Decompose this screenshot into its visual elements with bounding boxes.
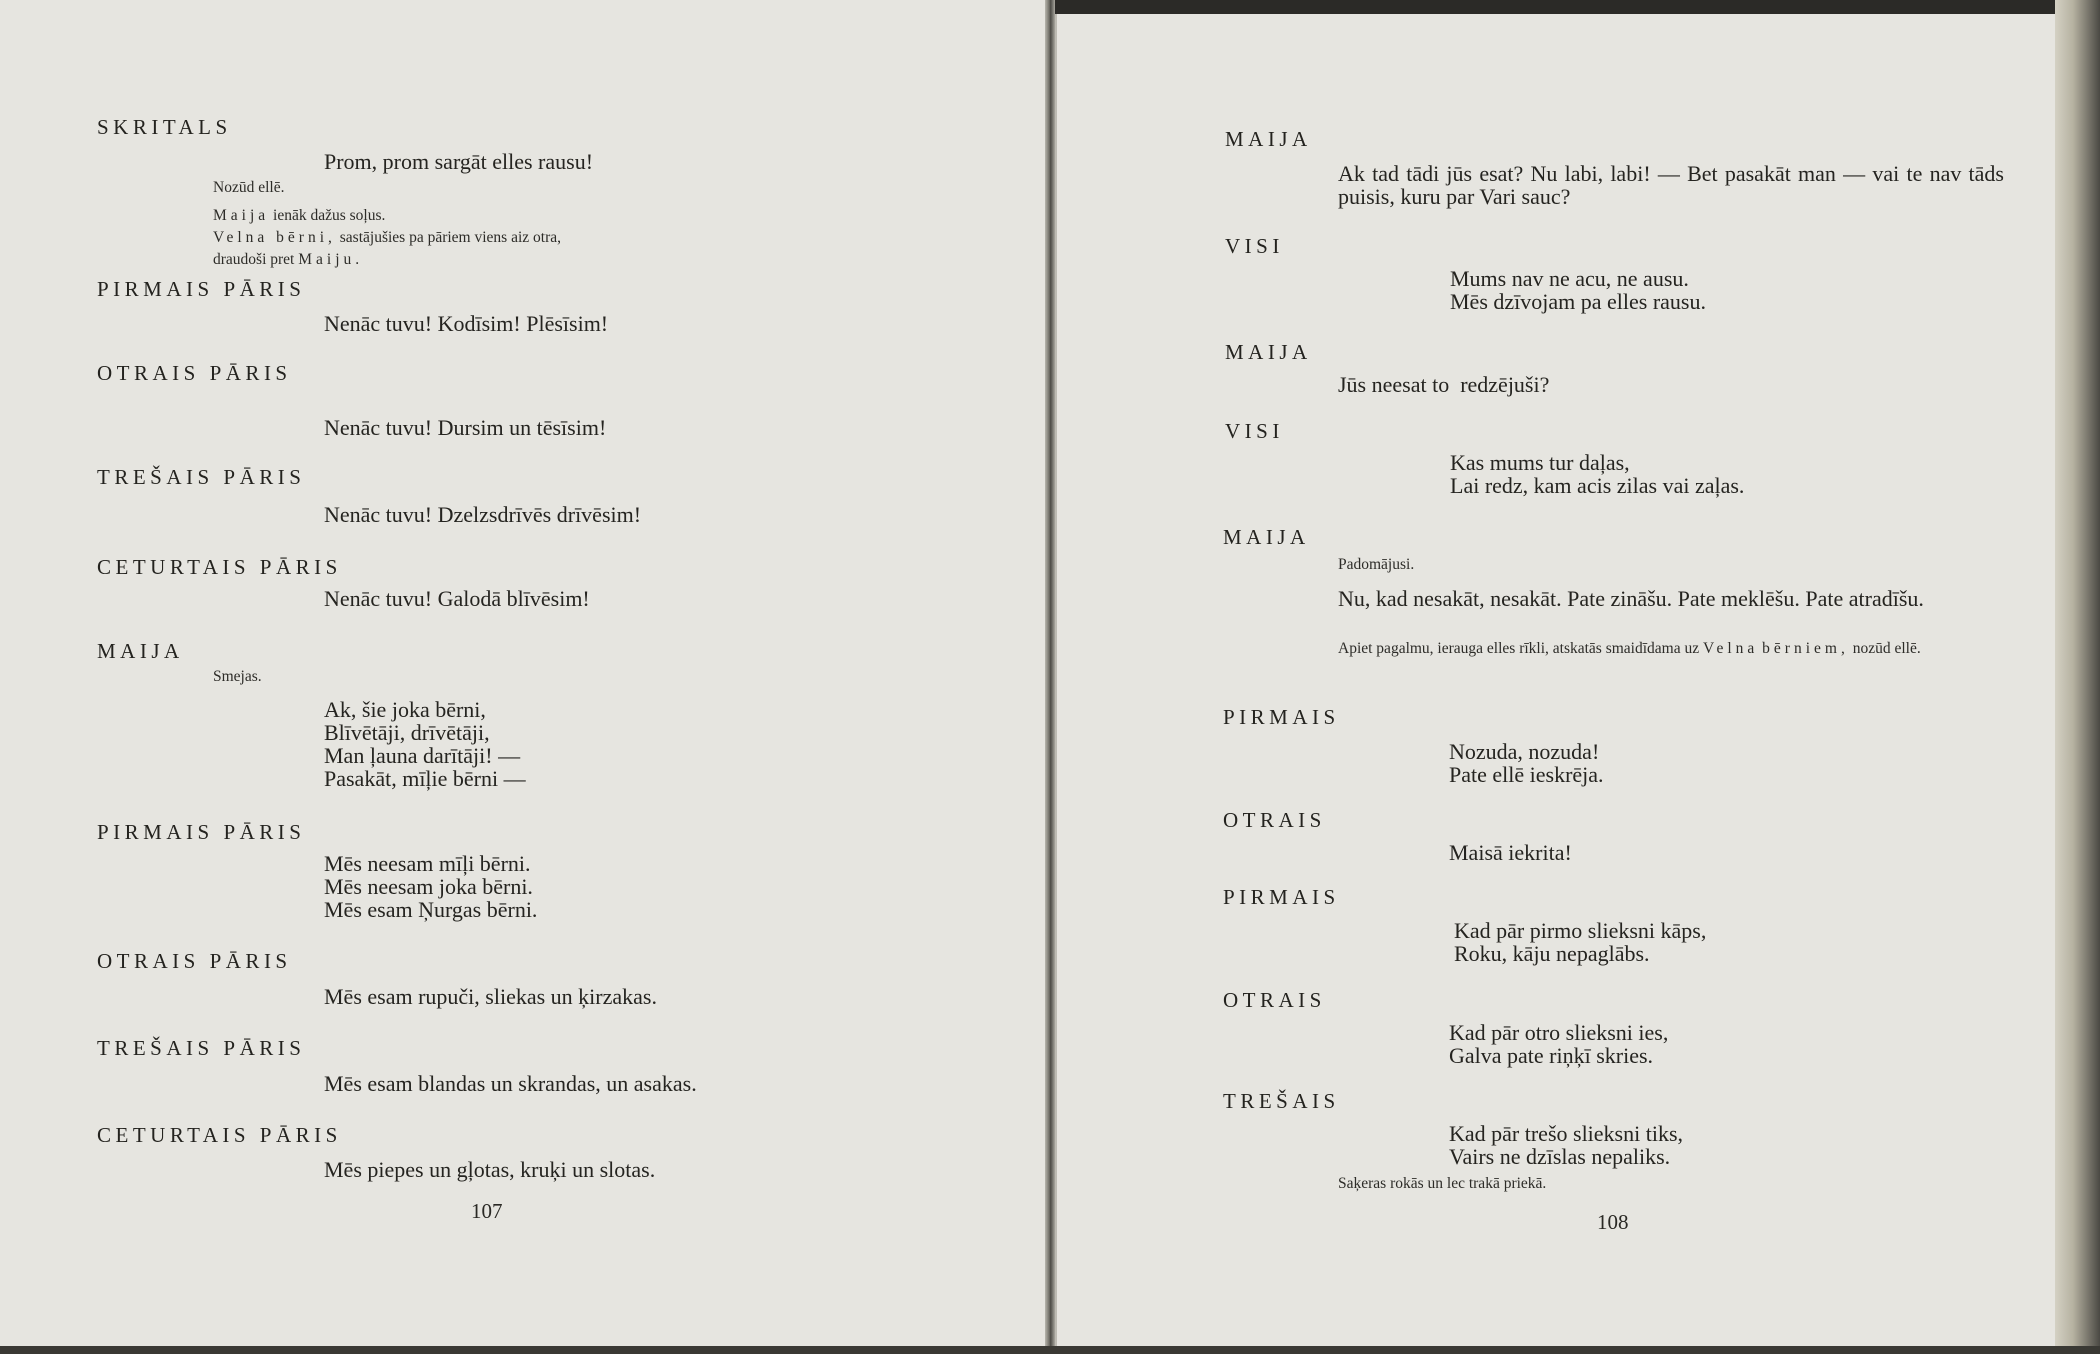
speaker-otrais: OTRAIS: [1223, 988, 1326, 1012]
dialogue-line: Mēs esam rupuči, sliekas un ķirzakas.: [324, 984, 657, 1009]
speaker-maija: MAIJA: [1225, 127, 1312, 151]
stage-direction: [213, 205, 385, 226]
character-name: Maiju.: [298, 251, 364, 268]
dialogue-line: Mēs esam blandas un skrandas, un asakas.: [324, 1071, 697, 1096]
verse-line: Kas mums tur daļas,: [1450, 450, 1630, 475]
verse-line: Galva pate riņķī skries.: [1449, 1043, 1654, 1068]
speaker-pirmais: PIRMAIS: [1223, 885, 1340, 909]
verse-line: Blīvētāji, drīvētāji,: [324, 720, 490, 745]
book-gutter: [1045, 0, 1055, 1354]
stage-direction: Padomājusi.: [1338, 556, 1415, 573]
stage-direction: [213, 249, 363, 270]
dialogue-paragraph: Nu, kad nesakāt, nesakāt. Pate zināšu. Pate meklēšu. Pate atradīšu.: [1338, 586, 1924, 611]
speaker-skritals: SKRITALS: [97, 115, 232, 139]
verse-line: Pate ellē ieskrēja.: [1449, 762, 1604, 787]
verse-line: Mēs neesam mīļi bērni.: [324, 851, 531, 876]
stage-direction-text: Apiet pagalmu, ierauga elles rīkli, atskatās smaidīdama uz: [1338, 640, 1700, 657]
speaker-visi: VISI: [1225, 419, 1284, 443]
verse-line: Mēs dzīvojam pa elles rausu.: [1450, 289, 1706, 314]
left-page: [0, 0, 1046, 1354]
stage-direction: [1338, 638, 2004, 659]
verse-line: Ak, šie joka bērni,: [324, 697, 486, 722]
verse-line: Kad pār trešo slieksni tiks,: [1449, 1121, 1684, 1146]
verse-line: Pasakāt, mīļie bērni —: [324, 766, 526, 791]
speaker-pirmais-paris: PIRMAIS PĀRIS: [97, 820, 306, 844]
verse-line: Roku, kāju nepaglābs.: [1454, 941, 1650, 966]
stage-direction: [213, 227, 561, 248]
speaker-otrais: OTRAIS: [1223, 808, 1326, 832]
stage-direction: Smejas.: [213, 668, 262, 685]
stage-direction-text: draudoši pret: [213, 251, 295, 268]
right-page: [1055, 14, 2057, 1346]
speaker-tresais-paris: TREŠAIS PĀRIS: [97, 465, 306, 489]
dialogue-line: Prom, prom sargāt elles rausu!: [324, 149, 594, 174]
verse-line: Mums nav ne acu, ne ausu.: [1450, 266, 1689, 291]
dialogue-line: Jūs neesat to redzējuši?: [1338, 372, 1550, 397]
page-number: 108: [1597, 1210, 1629, 1234]
verse-line: Mēs esam Ņurgas bērni.: [324, 897, 538, 922]
dialogue-line: Nenāc tuvu! Kodīsim! Plēsīsim!: [324, 311, 609, 336]
character-name: Maija: [213, 207, 270, 224]
dialogue-paragraph: Ak tad tādi jūs esat? Nu labi, labi! — Bet pasakāt man — vai te nav tāds puisis, kuru par Vari sauc?: [1338, 161, 2004, 209]
scan-bottom-border: [0, 1346, 2100, 1354]
dialogue-line: Nenāc tuvu! Galodā blīvēsim!: [324, 586, 590, 611]
book-page-edges: [2055, 0, 2100, 1354]
character-name: Velna: [1703, 640, 1759, 657]
dialogue-line: Maisā iekrita!: [1449, 840, 1572, 865]
speaker-maija: MAIJA: [1223, 525, 1310, 549]
speaker-tresais-paris: TREŠAIS PĀRIS: [97, 1036, 306, 1060]
speaker-ceturtais-paris: CETURTAIS PĀRIS: [97, 1123, 342, 1147]
dialogue-line: Mēs piepes un gļotas, kruķi un slotas.: [324, 1157, 656, 1182]
character-name: Velna bērni,: [213, 229, 336, 246]
speaker-tresais: TREŠAIS: [1223, 1089, 1340, 1113]
character-name: bērniem,: [1762, 640, 1849, 657]
speaker-maija: MAIJA: [1225, 340, 1312, 364]
verse-line: Vairs ne dzīslas nepaliks.: [1449, 1144, 1671, 1169]
verse-line: Kad pār pirmo slieksni kāps,: [1454, 918, 1707, 943]
verse-line: Mēs neesam joka bērni.: [324, 874, 533, 899]
stage-direction: Saķeras rokās un lec trakā priekā.: [1338, 1175, 1547, 1192]
speaker-maija: MAIJA: [97, 639, 184, 663]
dialogue-line: Nenāc tuvu! Dzelzsdrīvēs drīvēsim!: [324, 502, 642, 527]
speaker-pirmais-paris: PIRMAIS PĀRIS: [97, 277, 306, 301]
page-number: 107: [471, 1199, 503, 1223]
verse-line: Man ļauna darītāji! —: [324, 743, 521, 768]
dialogue-line: Nenāc tuvu! Dursim un tēsīsim!: [324, 415, 607, 440]
speaker-visi: VISI: [1225, 234, 1284, 258]
verse-line: Lai redz, kam acis zilas vai zaļas.: [1450, 473, 1745, 498]
speaker-pirmais: PIRMAIS: [1223, 705, 1340, 729]
speaker-ceturtais-paris: CETURTAIS PĀRIS: [97, 555, 342, 579]
stage-direction-text: sastājušies pa pāriem viens aiz otra,: [339, 229, 561, 246]
stage-direction-text: ienāk dažus soļus.: [273, 207, 386, 224]
stage-direction-text: nozūd ellē.: [1852, 640, 1921, 657]
verse-line: Kad pār otro slieksni ies,: [1449, 1020, 1669, 1045]
speaker-otrais-paris: OTRAIS PĀRIS: [97, 361, 292, 385]
verse-line: Nozuda, nozuda!: [1449, 739, 1600, 764]
stage-direction: Nozūd ellē.: [213, 179, 285, 196]
speaker-otrais-paris: OTRAIS PĀRIS: [97, 949, 292, 973]
